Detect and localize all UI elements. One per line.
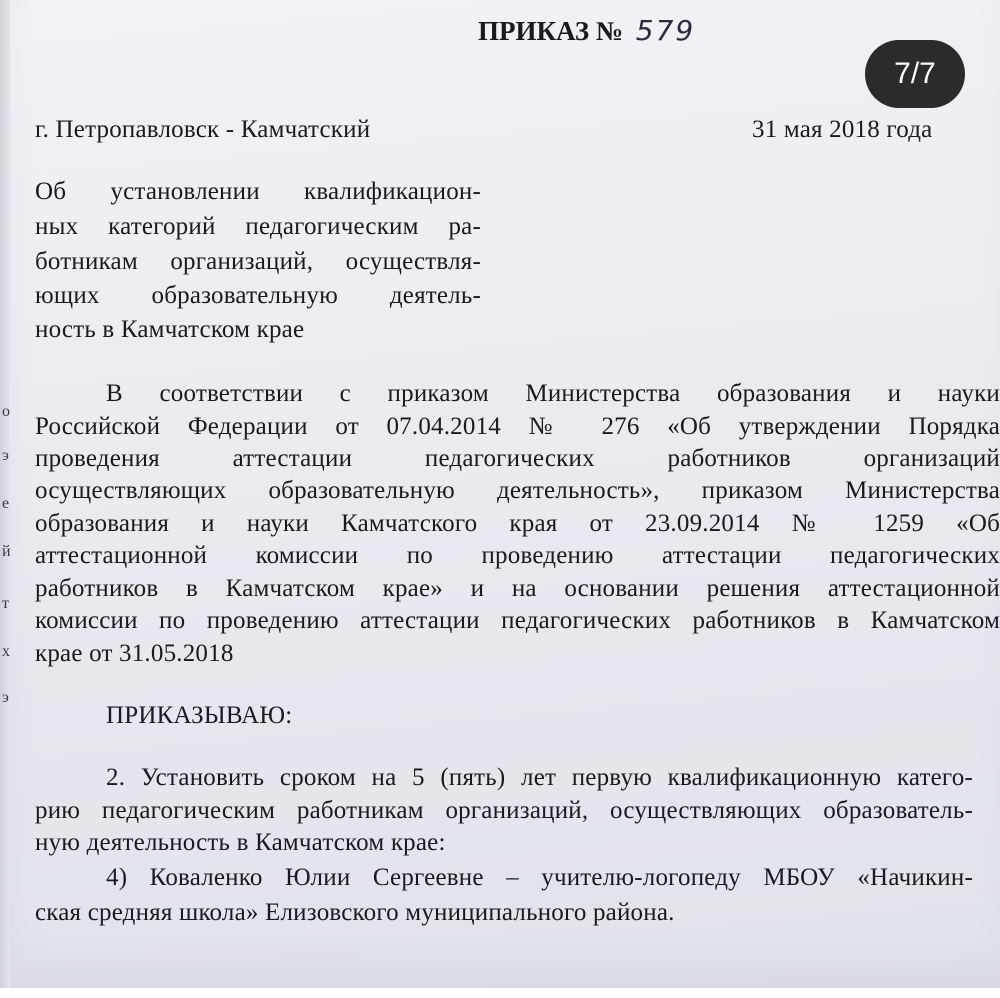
preamble-line: комиссии по проведению аттестации педагогических работников в Камчатском <box>35 607 1000 634</box>
preamble-line: образования и науки Камчатского края от 23.09.2014 № 1259 «Об <box>35 510 1000 537</box>
order-title <box>478 14 695 47</box>
page-counter-badge: 7/7 <box>865 40 965 108</box>
subject-line: ных категорий педагогическим ра- <box>35 213 481 240</box>
subject-line: ботникам организаций, осуществля- <box>35 248 481 275</box>
margin-mark: й <box>2 543 11 560</box>
clause-line: рию педагогическим работникам организаций, осуществляющих образователь- <box>35 797 973 824</box>
handwritten-order-number: 579 <box>635 14 696 47</box>
clause-line: ская средняя школа» Елизовского муниципального района. <box>35 899 675 926</box>
margin-mark: х <box>2 643 10 660</box>
clause-line: ную деятельность в Камчатском крае: <box>35 829 446 856</box>
subject-line: Об установлении квалификацион- <box>35 178 481 205</box>
preamble-line: Российской Федерации от 07.04.2014 № 276 «Об утверждении Порядка <box>35 413 1000 440</box>
margin-mark: е <box>2 495 10 512</box>
margin-mark: т <box>2 595 9 612</box>
preamble-line: работников в Камчатском крае» и на основании решения аттестационной <box>35 575 1000 602</box>
margin-mark: э <box>2 447 9 464</box>
preamble-line: В соответствии с приказом Министерства образования и науки <box>106 380 1000 407</box>
preamble-line: крае от 31.05.2018 <box>35 640 234 667</box>
clause-line: 2. Установить сроком на 5 (пять) лет первую квалификационную катего- <box>106 764 973 791</box>
city-line: г. Петропавловск - Камчатский <box>35 116 371 143</box>
preamble-line: проведения аттестации педагогических работников организаций <box>35 445 1000 472</box>
preamble-line: аттестационной комиссии по проведению аттестации педагогических <box>35 542 1000 569</box>
order-word: ПРИКАЗЫВАЮ: <box>106 702 293 729</box>
image-bottom-border <box>0 988 1000 998</box>
margin-mark: о <box>2 403 10 420</box>
subject-line: ющих образовательную деятель- <box>35 282 481 309</box>
clause-line: 4) Коваленко Юлии Сергеевне – учителю-логопеду МБОУ «Начикин- <box>106 864 973 891</box>
margin-mark: э <box>2 689 9 706</box>
date-line: 31 мая 2018 года <box>752 116 933 143</box>
subject-line: ность в Камчатском крае <box>35 316 305 343</box>
preamble-line: осуществляющих образовательную деятельность», приказом Министерства <box>35 477 1000 504</box>
order-title-label: ПРИКАЗ № <box>478 16 624 46</box>
